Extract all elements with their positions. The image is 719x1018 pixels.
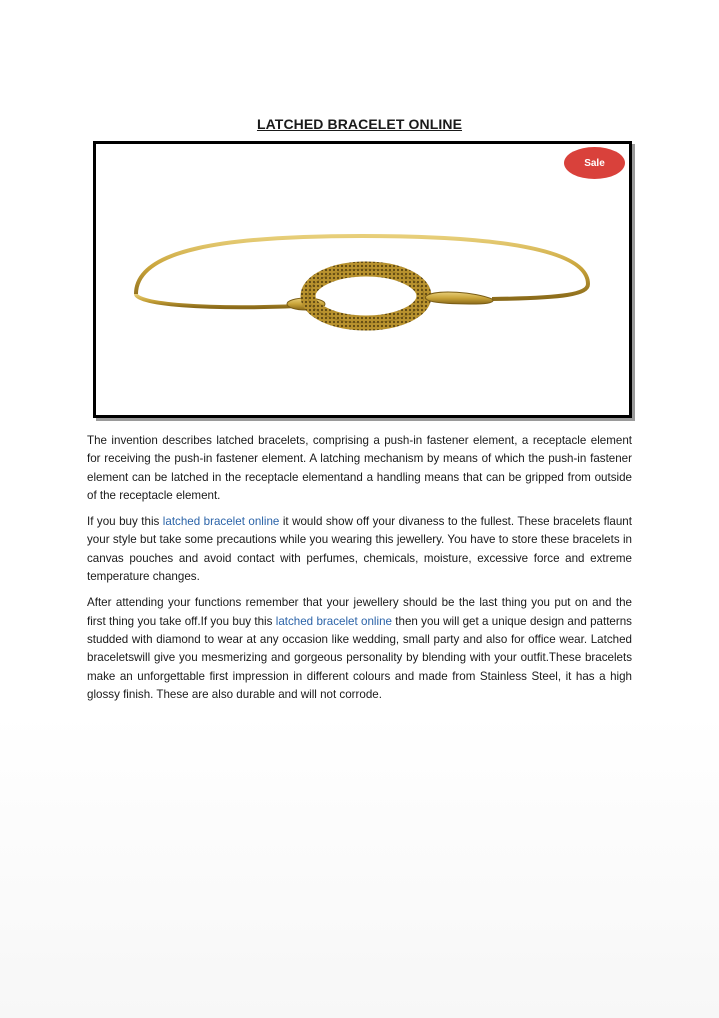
gold-bracelet-icon bbox=[96, 144, 629, 415]
paragraph-text: then you will get a unique design and patterns studded with diamond to wear at any occasion like wedding, small party and also for office wear. Latched braceletswill give you mesmerizing and gorgeous personality by blending with your outfit.These bracelets make an unforgettable first impression in different colours and made from Stainless Steel, it has a high glossy finish. These are also durable and will not corrode. bbox=[87, 614, 632, 701]
paragraph-text: it would show off your divaness to the fullest. These bracelets flaunt your style but take some precautions while you wearing this jewellery. You have to store these bracelets in canvas pouches and avoid contact with perfumes, chemicals, moisture, excessive force and extreme temperature changes. bbox=[87, 515, 632, 584]
paragraph-text: The invention describes latched bracelets, comprising a push-in fastener element, a receptacle element for receiving the push-in fastener element. A latching mechanism by means of which the push-in fastener element can be latched in the receptacle elementand a handling means that can be gripped from outside of the receptacle element. bbox=[87, 434, 632, 502]
paragraph-2 bbox=[87, 513, 632, 586]
latched-bracelet-link[interactable]: latched bracelet online bbox=[275, 614, 392, 628]
page-title: LATCHED BRACELET ONLINE bbox=[256, 116, 463, 132]
article-body bbox=[87, 432, 632, 712]
paragraph-text: After attending your functions remember that your jewellery should be the last thing you put on and the first thing you take off.If you buy this bbox=[87, 596, 632, 628]
sale-badge: Sale bbox=[564, 147, 625, 179]
paragraph-text: If you buy this bbox=[87, 515, 163, 529]
latched-bracelet-link[interactable]: latched bracelet online bbox=[162, 515, 280, 529]
paragraph-3 bbox=[87, 594, 632, 704]
product-image bbox=[93, 141, 632, 418]
paragraph-1 bbox=[87, 432, 632, 505]
